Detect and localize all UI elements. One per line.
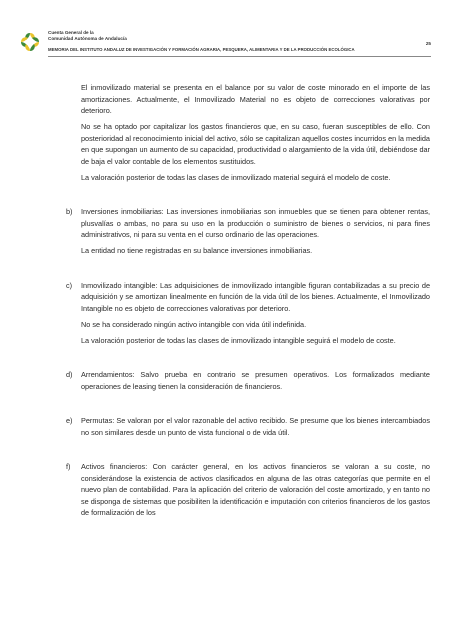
- junta-andalucia-logo-icon: [19, 31, 41, 53]
- item-paragraph: Inversiones inmobiliarias: Las inversiones inmobiliarias son inmuebles que se tienen para obtener rentas, plusvalías o ambas, no para su uso en la producción o suministro de bienes o servicios, ni para fines administrativos, ni para su venta en el curso ordinario de las operaciones.: [81, 207, 430, 239]
- item-marker: c): [66, 280, 73, 290]
- document-title: MEMORIA DEL INSTITUTO ANDALUZ DE INVESTIGACIÓN Y FORMACIÓN AGRARIA, PESQUERA, ALIMENTARIA Y DE LA PRODUCCIÓN ECOLÓGICA: [48, 47, 355, 52]
- organization-name: [48, 30, 127, 42]
- intro-paragraph: No se ha optado por capitalizar los gastos financieros que, en su caso, fueran susceptibles de ello. Con posterioridad al reconocimiento inicial del activo, sólo se capitalizan aquellos costes incurridos en la medida en que supongan un aumento de su capacidad, productividad o alargamiento de la vida útil, debiéndose dar de baja el valor contable de los elementos sustituidos.: [81, 122, 430, 166]
- intro-paragraph: El inmovilizado material se presenta en el balance por su valor de coste minorado en el importe de las amortizaciones. Actualmente, el Inmovilizado Material no es objeto de correcciones valorativas por deterioro.: [81, 83, 430, 115]
- item-marker: b): [66, 207, 73, 216]
- item-paragraph: Activos financieros: Con carácter general, en los activos financieros se valoran a su coste, no considerándose la existencia de activos clasificados en alguna de las otras categorías que permite en el nuevo plan de contabilidad. Para la aplicación del criterio de valoración del coste amortizado, y en tanto no se disponga de sistemas que posibiliten la identificación e imputación con criterios financieros de los gastos de formalización de los: [81, 462, 430, 517]
- list-item-d: [66, 369, 430, 392]
- page-body: [66, 82, 430, 519]
- org-line-1: Cuenta General de la: [48, 30, 94, 35]
- item-marker: f): [66, 462, 71, 471]
- page-number: 25: [425, 41, 431, 46]
- intro-paragraph: La valoración posterior de todas las clases de inmovilizado material seguirá el modelo de coste.: [81, 172, 391, 182]
- list-item-b: [66, 206, 430, 257]
- org-line-2: Comunidad Autónoma de Andalucía: [48, 36, 127, 41]
- item-paragraph: La entidad no tiene registradas en su balance inversiones inmobiliarias.: [81, 246, 313, 255]
- item-paragraph: Inmovilizado intangible: Las adquisiciones de inmovilizado intangible figuran contabilizadas a su precio de adquisición y se amortizan linealmente en función de la vida útil de los bienes. Actualmente, el Inmovilizado Intangible no es objeto de correcciones valorativas por deterioro.: [81, 280, 430, 313]
- list-item-e: [66, 415, 430, 438]
- intro-block: [66, 82, 430, 183]
- header-rule: [48, 56, 431, 57]
- item-paragraph: La valoración posterior de todas las clases de inmovilizado intangible seguirá el modelo de coste.: [81, 335, 396, 345]
- item-paragraph: Arrendamientos: Salvo prueba en contrario se presumen operativos. Los formalizados mediante operaciones de leasing tienen la consideración de financieros.: [81, 370, 430, 391]
- item-paragraph: Permutas: Se valoran por el valor razonable del activo recibido. Se presume que los bienes intercambiados no son similares desde un punto de vista funcional o de vida útil.: [81, 416, 430, 437]
- list-item-f: [66, 461, 430, 519]
- page-header: [19, 27, 431, 57]
- item-marker: d): [66, 370, 73, 379]
- item-paragraph: No se ha considerado ningún activo intangible con vida útil indefinida.: [81, 319, 307, 329]
- list-item-c: [66, 280, 430, 347]
- item-marker: e): [66, 416, 73, 425]
